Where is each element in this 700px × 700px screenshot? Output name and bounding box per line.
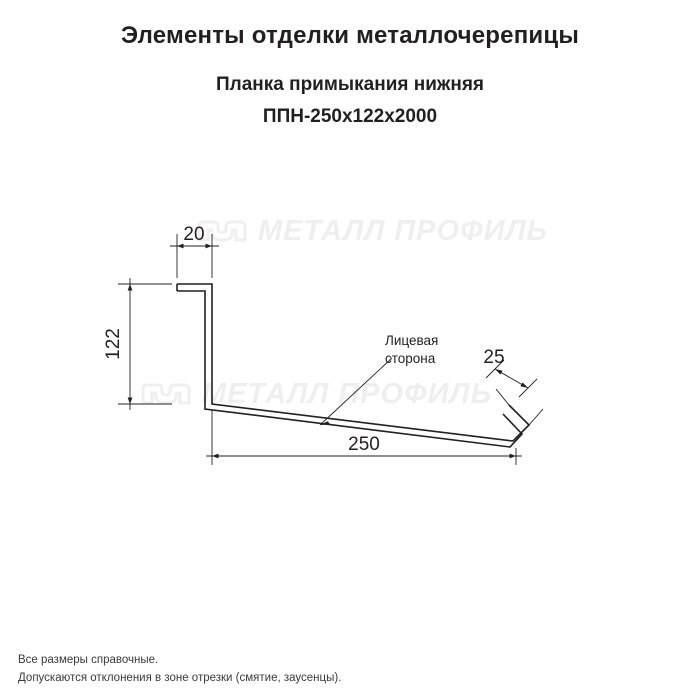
dimension-label-20: 20: [183, 224, 205, 245]
header-block: [0, 22, 700, 128]
page-title: Элементы отделки металлочерепицы: [120, 22, 580, 49]
dimension-25: [486, 360, 543, 425]
product-code: ППН-250x122x2000: [262, 105, 438, 127]
dimension-122: [118, 278, 172, 410]
footnotes: [18, 652, 341, 688]
watermark-text: МЕТАЛЛ ПРОФИЛЬ: [258, 215, 549, 247]
annotation-face-side-line1: Лицевая: [385, 333, 439, 348]
annotation-face-side-line2: сторона: [385, 351, 436, 366]
dimension-label-250: 250: [348, 434, 380, 455]
dimension-label-122: 122: [103, 328, 124, 360]
dimension-label-25: 25: [483, 347, 505, 368]
product-name: Планка примыкания нижняя: [215, 73, 485, 95]
watermark-text: МЕТАЛЛ ПРОФИЛЬ: [202, 378, 493, 410]
leader-face-side: [320, 358, 392, 425]
technical-drawing: [0, 160, 700, 540]
footnote-1: Все размеры справочные.: [18, 654, 159, 667]
profile-outline: [177, 284, 529, 447]
footnote-2: Допускаются отклонения в зоне отрезки (смятие, заусенцы).: [18, 672, 342, 685]
